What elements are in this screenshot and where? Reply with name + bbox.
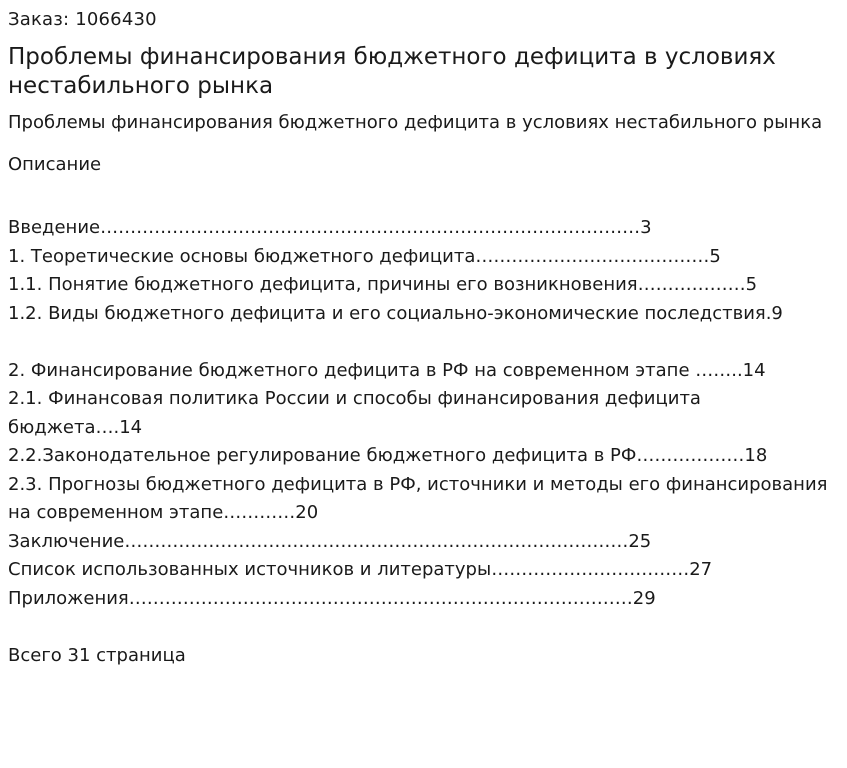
page-subtitle: Проблемы финансирования бюджетного дефицита в условиях нестабильного рынка (8, 112, 823, 133)
description-heading: Описание (8, 154, 102, 175)
toc-entry-chapter-1: 1. Теоретические основы бюджетного дефицита…………………………………5 (8, 245, 721, 267)
toc-entry-section-1-1: 1.1. Понятие бюджетного дефицита, причины его возникновения………………5 (8, 274, 758, 295)
toc-entry-conclusion: Заключение…………………………………………………………………………25 (8, 530, 652, 552)
toc-entry-section-2-1: 2.1. Финансовая политика России и способы финансирования дефицита бюджета….14 (8, 388, 707, 438)
toc-entry-section-1-2: 1.2. Виды бюджетного дефицита и его социально-экономические последствия.9 (8, 302, 783, 324)
toc-entry-section-2-3: 2.3. Прогнозы бюджетного дефицита в РФ, источники и методы его финансирования на современном этапе…………20 (8, 473, 834, 523)
toc-spacer (8, 328, 839, 357)
order-number: Заказ: 1066430 (8, 9, 157, 30)
toc-entry-introduction: Введение………………………………………………………………………………3 (8, 217, 652, 238)
toc-entry-chapter-2: 2. Финансирование бюджетного дефицита в РФ на современном этапе ……..14 (8, 359, 766, 381)
total-pages: Всего 31 страница (8, 645, 186, 666)
table-of-contents (8, 214, 839, 613)
toc-entry-references: Список использованных источников и литературы……………………………27 (8, 559, 713, 580)
toc-entry-appendices: Приложения…………………………………………………………………………29 (8, 587, 656, 609)
page-title: Проблемы финансирования бюджетного дефицита в условиях нестабильного рынка (8, 44, 776, 99)
toc-entry-section-2-2: 2.2.Законодательное регулирование бюджетного дефицита в РФ………………18 (8, 445, 768, 466)
